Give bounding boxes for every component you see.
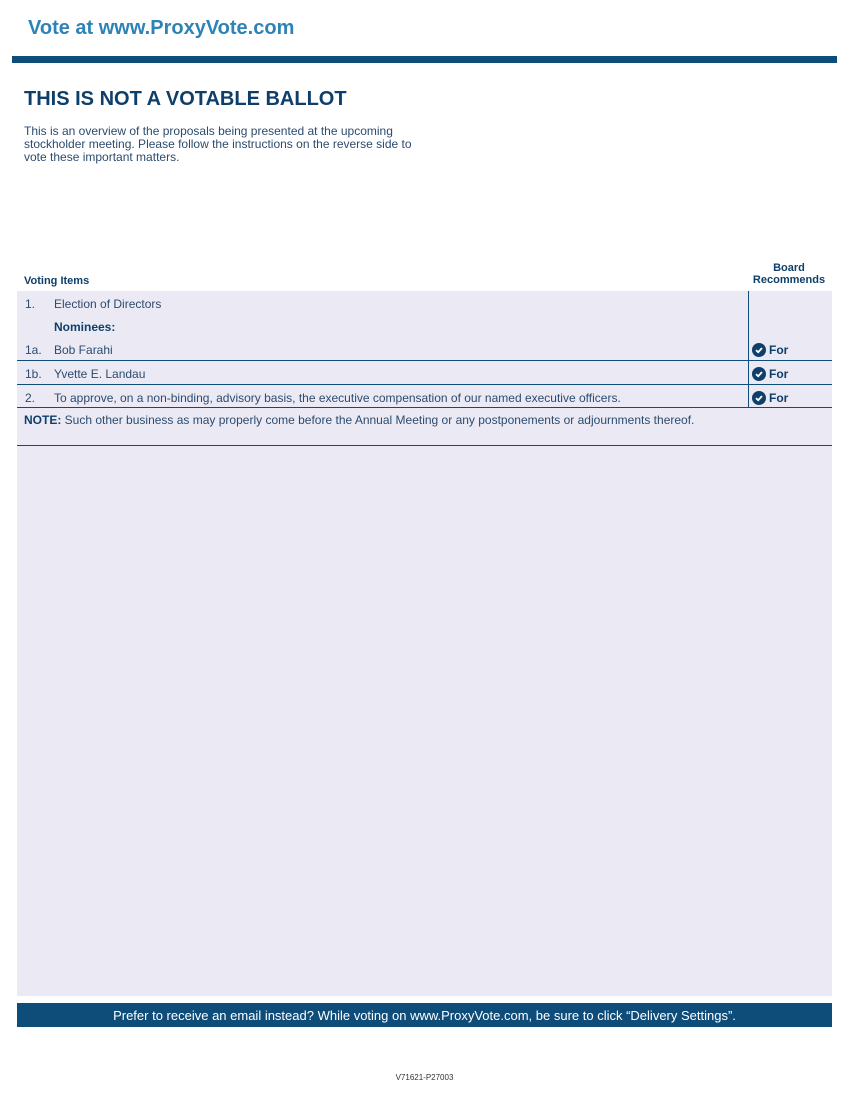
row-divider — [17, 384, 832, 385]
note-text — [24, 414, 746, 426]
recommendation-value: For — [769, 343, 789, 357]
row-divider — [17, 360, 832, 361]
voting-items-header: Voting Items — [24, 275, 90, 287]
recommendation — [752, 367, 788, 381]
intro-text: This is an overview of the proposals being presented at the upcoming stockholder meeting. Please follow the instructions on the reverse side to vote these important matters. — [24, 124, 412, 164]
check-circle-icon — [752, 343, 766, 357]
recommendation — [752, 391, 788, 405]
item-number: 1a. — [25, 343, 42, 357]
board-recommends-header — [748, 262, 830, 286]
item-number: 2. — [25, 391, 36, 405]
document-code: V71621-P27003 — [395, 1073, 454, 1082]
item-text: To approve, on a non-binding, advisory basis, the executive compensation of our named executive officers. — [54, 391, 621, 405]
recommend-column-divider — [748, 291, 749, 407]
check-circle-icon — [752, 391, 766, 405]
note-label: NOTE: — [24, 413, 62, 427]
note-divider — [17, 445, 832, 446]
row-divider — [17, 407, 832, 408]
recommendation — [752, 343, 788, 357]
item-number: 1. — [25, 297, 36, 311]
banner-text: Prefer to receive an email instead? While voting on www.ProxyVote.com, be sure to click “Delivery Settings”. — [113, 1007, 736, 1023]
recommendation-value: For — [769, 367, 789, 381]
item-text: Election of Directors — [54, 297, 162, 311]
note-body: Such other business as may properly come before the Annual Meeting or any postponements or adjournments thereof. — [61, 413, 695, 427]
page-title: THIS IS NOT A VOTABLE BALLOT — [24, 88, 347, 110]
header-rule — [12, 56, 837, 63]
board-header-line1: Board — [773, 262, 805, 274]
item-text: Bob Farahi — [54, 343, 113, 357]
item-number: 1b. — [25, 367, 42, 381]
check-circle-icon — [752, 367, 766, 381]
recommendation-value: For — [769, 391, 789, 405]
nominees-label: Nominees: — [54, 320, 116, 334]
item-text: Yvette E. Landau — [54, 367, 146, 381]
delivery-settings-banner — [17, 1003, 832, 1027]
proxyvote-link[interactable]: Vote at www.ProxyVote.com — [28, 17, 295, 39]
board-header-line2: Recommends — [752, 274, 826, 286]
